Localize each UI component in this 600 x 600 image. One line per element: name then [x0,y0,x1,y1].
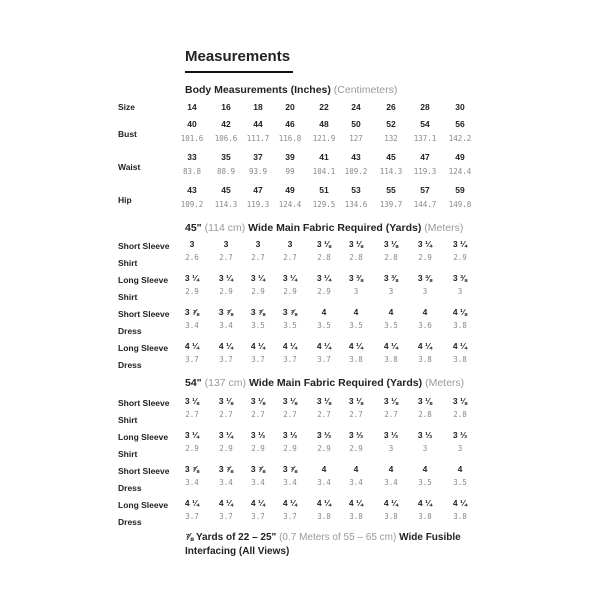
fabric54-yard-cell: 3 ⅓ [348,430,364,440]
inch-cell: 59 [455,185,465,195]
fabric45-yard-cell: 4 ¼ [250,341,266,351]
cm-cell: 142.2 [448,134,472,143]
fabric45-yard-cell: 3 ⅜ [452,273,468,283]
fabric54-meter-cell: 3.4 [317,478,331,487]
fabric54-yard-cell: 3 ⅞ [184,464,200,474]
fabric45-yard-cell: 3 ¼ [184,273,200,283]
cm-cell: 93.9 [248,167,268,176]
fabric54-yard-cell: 3 ⅓ [417,430,433,440]
fabric54-meter-cell: 3.4 [185,478,199,487]
fabric45-meter-cell: 2.9 [317,287,331,296]
fabric54-title: Wide Main Fabric Required (Yards) [248,377,423,389]
inch-cell: 57 [420,185,430,195]
fabric54-yard-cell: 3 ⅛ [348,396,364,406]
fabric45-row-label: Long Sleeve [118,343,169,353]
cm-cell: 119.3 [246,200,270,209]
fabric54-yard-cell: 4 [457,464,463,474]
fabric45-yard-cell: 3 ⅞ [250,307,266,317]
fabric54-meter-cell: 3.4 [384,478,398,487]
fabric45-meter-cell: 3.8 [418,355,432,364]
fabric54-meter-cell: 2.7 [349,410,363,419]
fabric45-row-label: Shirt [118,292,138,302]
inch-cell: 39 [285,152,295,162]
fabric45-meter-cell: 3.4 [185,321,199,330]
fabric54-yard-cell: 3 ⅛ [452,396,468,406]
page-title: Measurements [185,48,291,65]
inch-cell: 47 [253,185,263,195]
fabric54-yard-cell: 3 ⅛ [250,396,266,406]
fabric45-meter-cell: 3.7 [251,355,265,364]
fabric45-meter-cell: 3.8 [453,355,467,364]
fabric45-yard-cell: 4 ¼ [383,341,399,351]
fabric45-meter-cell: 2.6 [185,253,199,262]
cm-cell: 111.7 [246,134,270,143]
fabric45-meter-cell: 3.5 [384,321,398,330]
cm-cell: 106.6 [214,134,238,143]
fabric54-yard-cell: 3 ⅛ [184,396,200,406]
cm-cell: 144.7 [413,200,437,209]
inch-cell: 35 [221,152,231,162]
fabric45-meter-cell: 2.9 [219,287,233,296]
cm-cell: 109.2 [344,167,368,176]
size-cell: 16 [221,102,231,112]
fabric45-yard-cell: 3 [223,239,229,249]
fabric54-row-label: Shirt [118,449,138,459]
inch-cell: 42 [221,119,231,129]
fabric45-yard-cell: 4 [353,307,359,317]
fabric54-meter-cell: 2.7 [384,410,398,419]
fabric54-meter-cell: 3.8 [418,512,432,521]
cm-cell: 139.7 [379,200,403,209]
fabric45-meter-cell: 3.5 [251,321,265,330]
body-header-alt: (Centimeters) [333,84,398,96]
fabric54-yard-cell: 4 ¼ [250,498,266,508]
fabric54-meter-cell: 3.5 [418,478,432,487]
size-cell: 30 [455,102,465,112]
fabric54-yard-cell: 3 ⅞ [282,464,298,474]
fabric54-meter-cell: 2.7 [219,410,233,419]
fabric54-row-label: Short Sleeve [118,466,170,476]
fabric54-yard-cell: 3 ⅛ [316,396,332,406]
fabric54-yard-cell: 4 [388,464,394,474]
fabric54-yard-cell: 3 ¼ [184,430,200,440]
fabric54-row-label: Dress [118,517,142,527]
cm-cell: 114.3 [379,167,403,176]
fabric45-row-label: Short Sleeve [118,309,170,319]
cm-cell: 83.8 [182,167,202,176]
size-cell: 22 [319,102,329,112]
inch-cell: 48 [319,119,329,129]
fabric45-yard-cell: 4 [422,307,428,317]
fabric45-meter-cell: 2.9 [251,287,265,296]
fabric45-yard-cell: 4 ¼ [316,341,332,351]
fabric45-yard-cell: 3 ¼ [316,273,332,283]
size-cell: 24 [351,102,361,112]
fabric54-meter-cell: 2.9 [219,444,233,453]
fabric54-yard-cell: 4 ¼ [282,498,298,508]
fabric45-yard-cell: 3 ⅞ [184,307,200,317]
fabric45-meter-cell: 2.8 [384,253,398,262]
body-row-label: Waist [118,162,141,172]
fabric45-meter-cell: 3.5 [283,321,297,330]
fabric54-meter-cell: 2.9 [251,444,265,453]
fabric45-yard-cell: 4 ¼ [282,341,298,351]
fabric54-unit: (Meters) [425,377,465,389]
fabric45-yard-cell: 3 ⅛ [383,239,399,249]
inch-cell: 53 [351,185,361,195]
fabric45-meter-cell: 3.8 [453,321,467,330]
fabric54-meter-cell: 2.7 [283,410,297,419]
fabric54-meter-cell: 3.8 [384,512,398,521]
body-measurements-header [185,84,397,96]
fabric45-width: 45" [185,222,202,234]
cm-cell: 114.3 [214,200,238,209]
inch-cell: 45 [221,185,231,195]
fabric45-meter-cell: 3.7 [219,355,233,364]
fabric45-meter-cell: 2.7 [251,253,265,262]
fabric45-width-cm: (114 cm) [204,222,246,234]
fabric54-yard-cell: 3 ⅓ [383,430,399,440]
title-underline [185,71,293,73]
fabric45-yard-cell: 3 [287,239,293,249]
cm-cell: 132 [384,134,398,143]
fabric54-meter-cell: 3 [388,444,394,453]
fabric45-header [185,222,463,234]
fabric54-meter-cell: 3.4 [251,478,265,487]
fabric54-yard-cell: 3 ⅛ [218,396,234,406]
fabric45-yard-cell: 3 ⅜ [417,273,433,283]
fabric45-title: Wide Main Fabric Required (Yards) [248,222,422,234]
cm-cell: 119.3 [413,167,437,176]
inch-cell: 54 [420,119,430,129]
inch-cell: 33 [187,152,197,162]
fabric54-row-label: Shirt [118,415,138,425]
size-cell: 18 [253,102,263,112]
inch-cell: 41 [319,152,329,162]
fabric54-meter-cell: 3.5 [453,478,467,487]
fabric45-meter-cell: 3.4 [219,321,233,330]
fabric45-yard-cell: 4 ¼ [184,341,200,351]
fabric45-yard-cell: 3 ⅛ [348,239,364,249]
inch-cell: 52 [386,119,396,129]
fabric45-meter-cell: 2.8 [317,253,331,262]
fabric45-yard-cell: 4 [388,307,394,317]
size-cell: 20 [285,102,295,112]
inch-cell: 47 [420,152,430,162]
fabric45-unit: (Meters) [424,222,464,234]
fabric54-row-label: Long Sleeve [118,432,169,442]
fabric45-meter-cell: 2.9 [453,253,467,262]
size-label: Size [118,102,136,112]
fabric54-yard-cell: 3 ¼ [218,430,234,440]
fabric54-meter-cell: 3 [422,444,428,453]
fabric54-width-cm: (137 cm) [204,377,247,389]
fabric45-meter-cell: 3 [422,287,428,296]
fabric54-yard-cell: 4 ¼ [348,498,364,508]
fabric54-meter-cell: 3.8 [349,512,363,521]
footer-bold2: Wide Fusible Interfacing (All Views) [185,532,461,557]
size-cell: 28 [420,102,430,112]
fabric54-yard-cell: 3 ⅛ [383,396,399,406]
cm-cell: 88.9 [216,167,236,176]
fabric45-row-label: Shirt [118,258,138,268]
fabric54-yard-cell: 3 ⅓ [282,430,298,440]
fabric54-meter-cell: 3.8 [317,512,331,521]
cm-cell: 124.4 [448,167,472,176]
fabric45-yard-cell: 3 ⅞ [218,307,234,317]
fabric45-yard-cell: 3 ¼ [452,239,468,249]
fabric45-yard-cell: 3 [255,239,261,249]
footer-bold1: ⅞ Yards of 22 – 25" [185,532,277,543]
fabric45-yard-cell: 3 ¼ [282,273,298,283]
fabric54-meter-cell: 3.4 [283,478,297,487]
inch-cell: 55 [386,185,396,195]
fabric45-meter-cell: 3 [353,287,359,296]
fabric45-meter-cell: 2.7 [219,253,233,262]
fabric45-meter-cell: 3.5 [317,321,331,330]
fabric45-meter-cell: 2.8 [349,253,363,262]
fabric45-meter-cell: 3.7 [185,355,199,364]
inch-cell: 46 [285,119,295,129]
fabric54-meter-cell: 3.7 [251,512,265,521]
size-cell: 14 [187,102,197,112]
fabric45-meter-cell: 2.9 [283,287,297,296]
fabric54-yard-cell: 3 ⅓ [452,430,468,440]
fabric45-meter-cell: 3.5 [349,321,363,330]
fabric54-yard-cell: 4 [422,464,428,474]
fabric45-meter-cell: 3.8 [384,355,398,364]
inch-cell: 51 [319,185,329,195]
cm-cell: 137.1 [413,134,437,143]
fabric54-header [185,377,464,389]
fabric54-row-label: Dress [118,483,142,493]
fabric54-yard-cell: 3 ⅞ [218,464,234,474]
cm-cell: 134.6 [344,200,368,209]
size-cell: 26 [386,102,396,112]
fabric54-yard-cell: 4 ¼ [218,498,234,508]
fabric45-meter-cell: 2.9 [418,253,432,262]
inch-cell: 44 [253,119,263,129]
fabric54-yard-cell: 3 ⅓ [316,430,332,440]
fabric45-yard-cell: 3 ¼ [417,239,433,249]
cm-cell: 104.1 [312,167,336,176]
fabric54-meter-cell: 2.7 [185,410,199,419]
interfacing-note [185,531,505,559]
fabric45-meter-cell: 3.7 [317,355,331,364]
cm-cell: 99 [285,167,295,176]
fabric54-width: 54" [185,377,202,389]
fabric54-row-label: Short Sleeve [118,398,170,408]
inch-cell: 43 [187,185,197,195]
inch-cell: 43 [351,152,361,162]
fabric45-meter-cell: 3.6 [418,321,432,330]
fabric54-meter-cell: 2.9 [185,444,199,453]
fabric45-yard-cell: 3 [189,239,195,249]
fabric45-yard-cell: 3 ⅛ [316,239,332,249]
fabric54-yard-cell: 4 ¼ [383,498,399,508]
fabric54-yard-cell: 3 ⅓ [250,430,266,440]
fabric54-meter-cell: 2.7 [251,410,265,419]
fabric45-yard-cell: 3 ⅜ [383,273,399,283]
fabric45-yard-cell: 3 ¼ [250,273,266,283]
cm-cell: 129.5 [312,200,336,209]
fabric45-yard-cell: 3 ⅞ [282,307,298,317]
fabric54-meter-cell: 2.7 [317,410,331,419]
cm-cell: 116.8 [278,134,302,143]
fabric45-yard-cell: 4 [321,307,327,317]
fabric54-meter-cell: 2.9 [283,444,297,453]
inch-cell: 37 [253,152,263,162]
fabric54-yard-cell: 4 ¼ [184,498,200,508]
cm-cell: 149.8 [448,200,472,209]
fabric54-meter-cell: 3 [457,444,463,453]
fabric54-yard-cell: 4 ¼ [417,498,433,508]
fabric54-meter-cell: 2.9 [317,444,331,453]
fabric45-row-label: Short Sleeve [118,241,170,251]
fabric54-yard-cell: 4 [353,464,359,474]
body-row-label: Hip [118,195,132,205]
footer-light1: (0.7 Meters of 55 – 65 cm) [279,532,397,543]
fabric54-meter-cell: 2.8 [418,410,432,419]
fabric54-yard-cell: 4 ¼ [452,498,468,508]
fabric45-row-label: Dress [118,360,142,370]
fabric54-yard-cell: 4 [321,464,327,474]
fabric54-yard-cell: 3 ⅛ [417,396,433,406]
fabric45-row-label: Dress [118,326,142,336]
fabric54-meter-cell: 2.8 [453,410,467,419]
fabric45-yard-cell: 4 ¼ [417,341,433,351]
body-header-main: Body Measurements (Inches) [185,84,331,96]
fabric54-meter-cell: 3.7 [219,512,233,521]
inch-cell: 45 [386,152,396,162]
body-row-label: Bust [118,129,137,139]
inch-cell: 50 [351,119,361,129]
fabric54-yard-cell: 4 ¼ [316,498,332,508]
fabric54-meter-cell: 3.4 [349,478,363,487]
fabric45-meter-cell: 3 [388,287,394,296]
cm-cell: 101.6 [180,134,204,143]
fabric54-meter-cell: 3.8 [453,512,467,521]
fabric45-meter-cell: 2.7 [283,253,297,262]
fabric54-yard-cell: 3 ⅞ [250,464,266,474]
inch-cell: 56 [455,119,465,129]
fabric45-yard-cell: 3 ⅜ [348,273,364,283]
fabric45-yard-cell: 4 ⅛ [452,307,468,317]
fabric54-meter-cell: 3.4 [219,478,233,487]
fabric45-meter-cell: 2.9 [185,287,199,296]
cm-cell: 127 [349,134,363,143]
cm-cell: 124.4 [278,200,302,209]
fabric54-row-label: Long Sleeve [118,500,169,510]
fabric45-yard-cell: 3 ¼ [218,273,234,283]
cm-cell: 121.9 [312,134,336,143]
cm-cell: 109.2 [180,200,204,209]
fabric45-yard-cell: 4 ¼ [348,341,364,351]
fabric45-yard-cell: 4 ¼ [218,341,234,351]
fabric45-meter-cell: 3.8 [349,355,363,364]
fabric45-meter-cell: 3 [457,287,463,296]
inch-cell: 49 [285,185,295,195]
inch-cell: 49 [455,152,465,162]
fabric45-meter-cell: 3.7 [283,355,297,364]
fabric54-meter-cell: 3.7 [283,512,297,521]
fabric54-meter-cell: 3.7 [185,512,199,521]
fabric45-row-label: Long Sleeve [118,275,169,285]
fabric45-yard-cell: 4 ¼ [452,341,468,351]
fabric54-yard-cell: 3 ⅛ [282,396,298,406]
fabric54-meter-cell: 2.9 [349,444,363,453]
inch-cell: 40 [187,119,197,129]
